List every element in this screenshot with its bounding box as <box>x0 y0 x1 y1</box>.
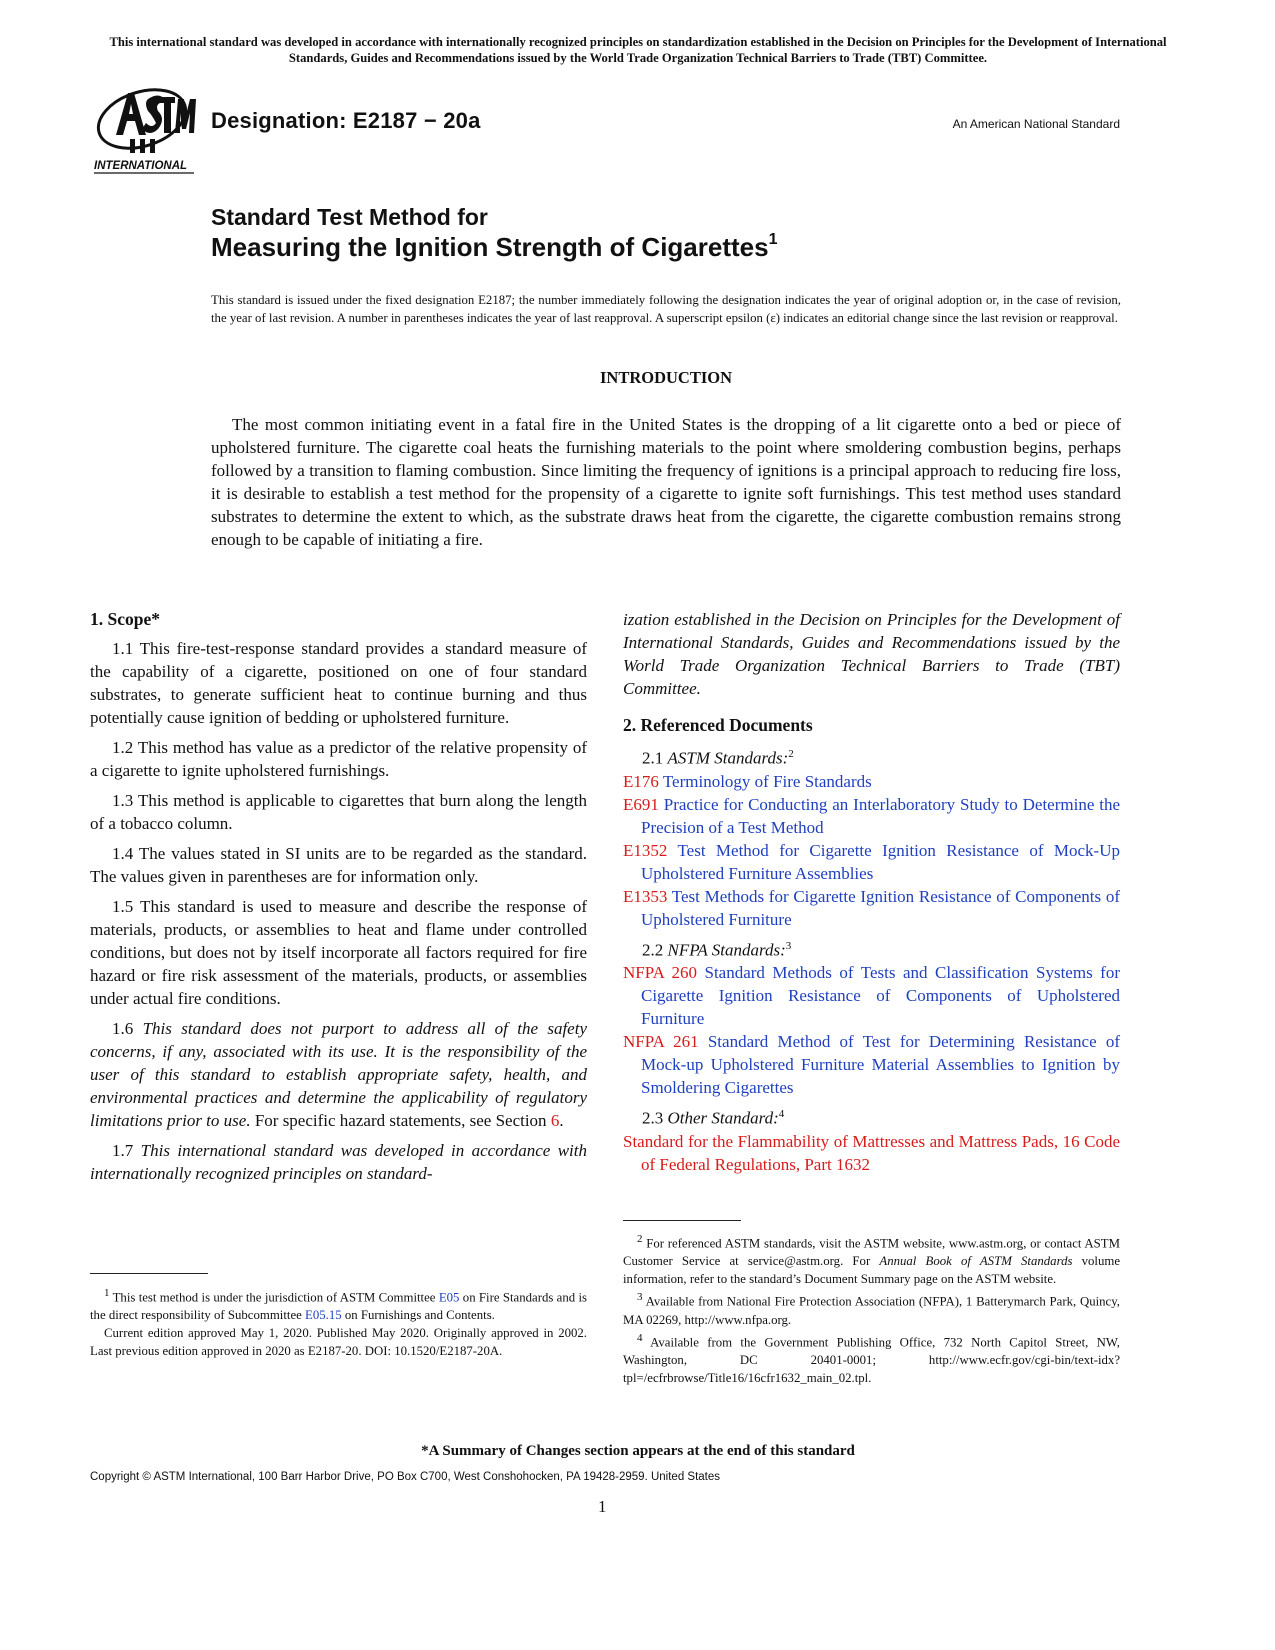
footnote-2 <box>623 1230 1120 1288</box>
nfpa-standards-label <box>623 935 1120 962</box>
other-label-number: 2.3 <box>642 1108 664 1128</box>
astm-label-text: ASTM Standards: <box>667 748 789 768</box>
footnote-2-italic: Annual Book of ASTM Standards <box>879 1254 1073 1269</box>
para-1-1: 1.1 This fire-test-response standard provides a standard measure of the capability of a cigarette, positioned on one of four standard substrates, to generate sufficient heat to continue burning and thus potentially cause ignition of bedding or upholstered furniture. <box>90 639 587 727</box>
nfpa-label-sup: 3 <box>785 939 792 952</box>
ref-title[interactable]: Practice for Conducting an Interlaboratory Study to Determine the Precision of a Test Method <box>641 794 1121 837</box>
introduction-text: The most common initiating event in a fatal fire in the United States is the dropping of a lit cigarette onto a bed or piece of upholstered furniture. The cigarette coal heats the furnishing materials to the point where smoldering combustion begins, perhaps followed by a transition to flaming combustion. Since limiting the frequency of ignitions is a principal approach to reducing fire loss, it is desirable to establish a test method for the propensity of a cigarette to ignite soft furnishings. This test method uses standard substrates to determine the extent to which, as the substrate draws heat from the cigarette, the cigarette combustion remains strong enough to be capable of initiating a fire. <box>211 415 1121 549</box>
astm-logo <box>94 85 204 177</box>
title-text: Measuring the Ignition Strength of Cigarettes <box>211 232 769 262</box>
reference-nfpa-260 <box>623 961 1120 1030</box>
astm-logo-icon <box>94 85 204 177</box>
subcommittee-e05-15-link[interactable]: E05.15 <box>305 1308 342 1323</box>
reference-e691 <box>623 793 1120 839</box>
reference-e1352 <box>623 839 1120 885</box>
ref-title[interactable]: Test Method for Cigarette Ignition Resistance of Mock-Up Upholstered Furniture Assemblies <box>641 840 1120 883</box>
footnote-rule-left <box>90 1273 208 1274</box>
right-column <box>623 608 1120 1176</box>
reference-nfpa-261 <box>623 1030 1120 1099</box>
astm-label-number: 2.1 <box>642 748 664 768</box>
reference-e176 <box>623 770 1120 793</box>
ref-code[interactable]: E1353 <box>623 886 668 906</box>
footnote-1-text-b: on Fire Standards and is the direct responsibility of Subcommittee <box>90 1290 588 1323</box>
footnote-2-mark: 2 <box>637 1233 643 1245</box>
footnote-1-text-c: on Furnishings and Contents. <box>344 1308 495 1323</box>
page-number: 1 <box>598 1497 607 1516</box>
ref-code[interactable]: E691 <box>623 794 659 814</box>
ref-title[interactable]: Standard Method of Test for Determining Resistance of Mock-up Upholstered Furniture Material Assemblies to Ignition by Smoldering Cigarettes <box>641 1032 1120 1098</box>
left-column <box>90 608 587 1192</box>
para-1-6-italic: This standard does not purport to address all of the safety concerns, if any, associated with its use. It is the responsibility of the user of this standard to establish appropriate safety, health, and environmental practices and determine the applicability of regulatory limitations prior to use. <box>90 1019 587 1130</box>
para-1-6-number: 1.6 <box>112 1019 134 1038</box>
para-1-6-tail: For specific hazard statements, see Section <box>254 1111 547 1130</box>
other-label-sup: 4 <box>778 1108 785 1121</box>
astm-reference-list <box>623 770 1120 931</box>
introduction-heading: INTRODUCTION <box>599 368 733 387</box>
para-1-4: 1.4 The values stated in SI units are to be regarded as the standard. The values given in parentheses are for information only. <box>90 844 587 886</box>
logo-text: INTERNATIONAL <box>94 160 188 172</box>
issued-note: This standard is issued under the fixed designation E2187; the number immediately following the designation indicates the year of original adoption or, in the case of revision, the year of last revision. A number in parentheses indicates the year of last reapproval. A superscript epsilon (ε) indicates an editorial change since the last revision or reapproval. <box>211 293 1121 325</box>
ref-code[interactable]: NFPA 261 <box>623 1032 699 1052</box>
footnote-rule-right <box>623 1220 741 1221</box>
other-reference-list <box>623 1130 1120 1176</box>
title-line-1: Standard Test Method for <box>211 204 488 230</box>
footnote-4-text: Available from the Government Publishing Office, 732 North Capitol Street, NW, Washington, DC 20401-0001; http://www.ecfr.gov/cgi-bin/text-idx?tpl=/ecfrbrowse/Title16/16cfr1632_main_02.tpl. <box>623 1334 1120 1385</box>
ref-code[interactable]: E176 <box>623 771 659 791</box>
section-6-link[interactable]: 6 <box>550 1111 560 1130</box>
ref-title[interactable]: Test Methods for Cigarette Ignition Resistance of Components of Upholstered Furniture <box>641 886 1120 929</box>
ref-code[interactable]: NFPA 260 <box>623 963 697 983</box>
footnote-1-mark: 1 <box>104 1287 110 1299</box>
para-1-7-number: 1.7 <box>112 1141 134 1160</box>
title-footnote-mark: 1 <box>768 231 778 249</box>
standards-notice: This international standard was developed in accordance with internationally recognized principles on standardization established in the Decision on Principles for the Development of International Standards, Guides and Recommendations issued by the World Trade Organization Technical Barriers to Trade (TBT) Committee. <box>109 35 1167 65</box>
para-1-7-continued: ization established in the Decision on Principles for the Development of International Standards, Guides and Recommendations issued by the World Trade Organization Technical Barriers to Trade (TBT) Committee. <box>623 610 1120 698</box>
committee-e05-link[interactable]: E05 <box>438 1290 460 1305</box>
footnote-4 <box>623 1329 1120 1387</box>
summary-of-changes-note: *A Summary of Changes section appears at the end of this standard <box>421 1443 855 1459</box>
para-1-6: 1.6 This standard does not purport to address all of the safety concerns, if any, associated with its use. It is the responsibility of the user of this standard to establish appropriate safety, health, and environmental practices and determine the applicability of regulatory limitations prior to use. For specific hazard statements, see Section 6. <box>90 1019 587 1130</box>
footnote-1-text-a: This test method is under the jurisdiction of ASTM Committee <box>112 1290 436 1305</box>
para-1-7 <box>90 1139 587 1185</box>
footnote-2-text-a: For referenced ASTM standards, visit the ASTM website, www.astm.org, or contact ASTM Customer Service at service@astm.org. For <box>623 1236 1120 1269</box>
astm-standards-label <box>623 743 1120 770</box>
other-standard-label <box>623 1103 1120 1130</box>
astm-label-sup: 2 <box>788 748 794 760</box>
para-1-2: 1.2 This method has value as a predictor of the relative propensity of a cigarette to ignite upholstered furnishings. <box>90 738 587 780</box>
ref-title[interactable]: Standard Methods of Tests and Classification Systems for Cigarette Ignition Resistance of Components of Upholstered Furniture <box>641 963 1121 1029</box>
nfpa-reference-list <box>623 961 1120 1099</box>
footnote-1-edition: Current edition approved May 1, 2020. Published May 2020. Originally approved in 2002. Last previous edition approved in 2020 as E2187-20. DOI: 10.1520/E2187-20A. <box>90 1326 587 1359</box>
nfpa-label-text: NFPA Standards: <box>667 940 786 960</box>
footnote-1 <box>90 1284 587 1324</box>
designation: Designation: E2187 − 20a <box>211 108 481 133</box>
other-label-text: Other Standard: <box>667 1108 779 1128</box>
ref-title[interactable]: Terminology of Fire Standards <box>662 771 872 791</box>
referenced-documents-heading: 2. Referenced Documents <box>623 715 813 735</box>
para-1-5: 1.5 This standard is used to measure and describe the response of materials, products, or assemblies to heat and flame under controlled conditions, but does not by itself incorporate all factors required for fire hazard or fire risk assessment of the materials, products, or assemblies under actual fire conditions. <box>90 897 587 1008</box>
ref-code[interactable]: E1352 <box>623 840 668 860</box>
title-line-2 <box>211 232 777 263</box>
footnote-3-text: Available from National Fire Protection Association (NFPA), 1 Batterymarch Park, Quincy, MA 02269, http://www.nfpa.org. <box>623 1294 1120 1327</box>
footnote-4-mark: 4 <box>637 1331 643 1344</box>
scope-heading: 1. Scope* <box>90 609 160 629</box>
footnotes-left <box>90 1284 587 1360</box>
footnote-3-mark: 3 <box>637 1291 643 1304</box>
american-national-standard: An American National Standard <box>952 117 1120 131</box>
para-1-7-italic-start: This international standard was developed in accordance with internationally recognized principles on standard- <box>90 1141 587 1183</box>
para-1-3: 1.3 This method is applicable to cigarettes that burn along the length of a tobacco column. <box>90 791 587 833</box>
reference-cfr-1632[interactable]: Standard for the Flammability of Mattresses and Mattress Pads, 16 Code of Federal Regulations, Part 1632 <box>623 1131 1120 1174</box>
footnote-3 <box>623 1288 1120 1328</box>
copyright: Copyright © ASTM International, 100 Barr Harbor Drive, PO Box C700, West Conshohocken, PA 19428-2959. United States <box>90 1471 721 1483</box>
reference-e1353 <box>623 885 1120 931</box>
footnote-2-text-b: volume information, refer to the standard’s Document Summary page on the ASTM website. <box>623 1254 1121 1287</box>
footnotes-right <box>623 1230 1120 1387</box>
nfpa-label-number: 2.2 <box>642 940 664 960</box>
